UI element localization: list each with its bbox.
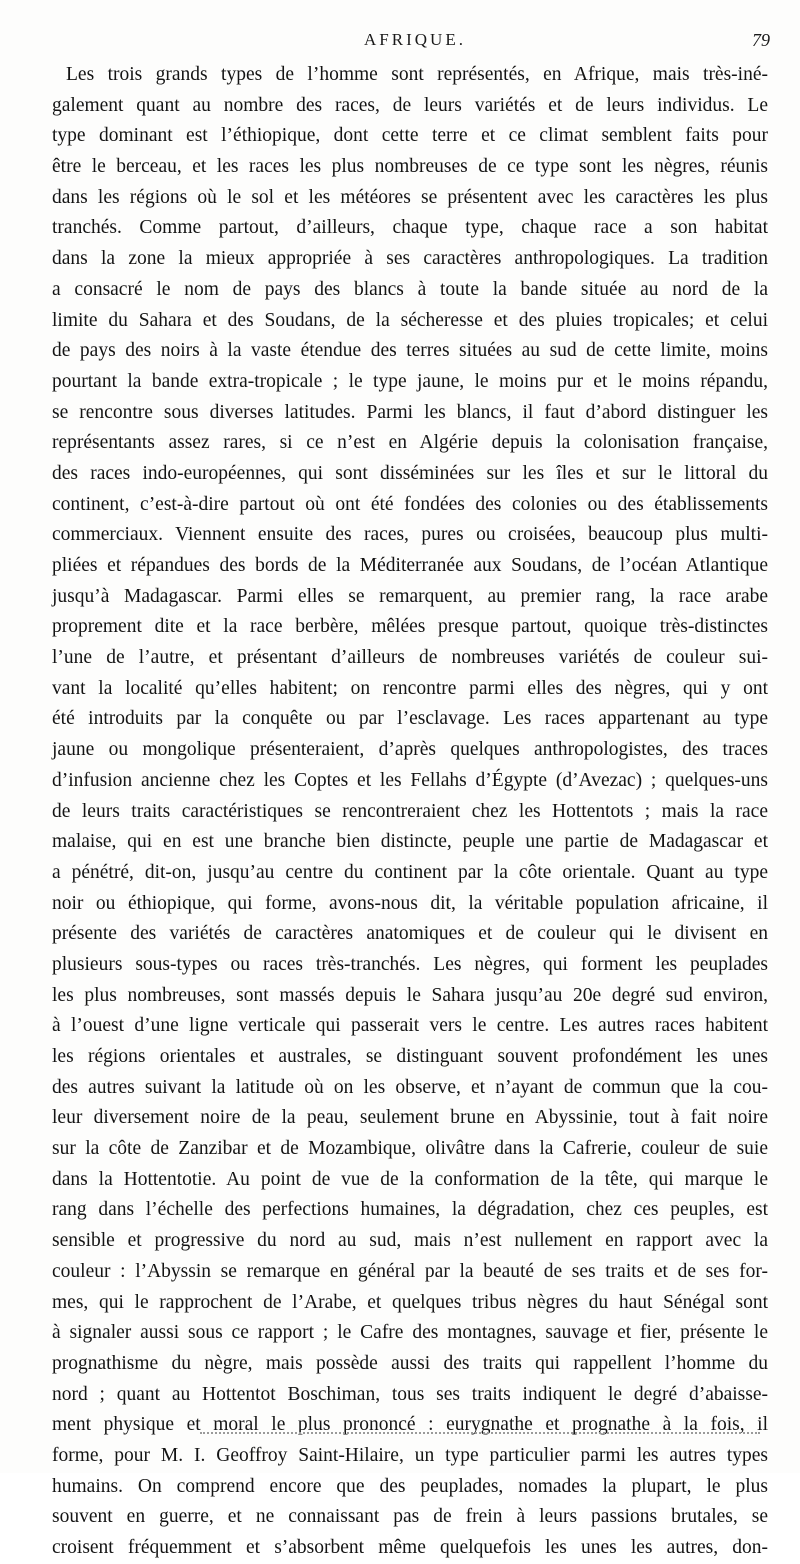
text-line: limite du Sahara et des Soudans, de la sécheresse et des pluies tropicales; et celui: [52, 309, 768, 331]
text-line: tranchés. Comme partout, d’ailleurs, chaque type, chaque race a son habitat: [52, 217, 768, 239]
text-line: galement quant au nombre des races, de leurs variétés et de leurs individus. Le: [52, 94, 768, 116]
text-line: Les trois grands types de l’homme sont représentés, en Afrique, mais très-iné-: [66, 64, 768, 85]
text-line: couleur : l’Abyssin se remarque en général par la beauté de ses traits et de ses for-: [52, 1260, 768, 1282]
text-line: sur la côte de Zanzibar et de Mozambique, olivâtre dans la Cafrerie, couleur de suie: [52, 1138, 768, 1160]
text-line: des autres suivant la latitude où on les observe, et n’ayant de commun que la cou-: [52, 1076, 768, 1098]
body-text: [52, 60, 768, 1564]
page-number: 79: [752, 30, 770, 50]
text-line: vant la localité qu’elles habitent; on rencontre parmi elles des nègres, qui y ont: [52, 677, 768, 699]
text-line: type dominant est l’éthiopique, dont cette terre et ce climat semblent faits pour: [52, 125, 768, 147]
text-line: forme, pour M. I. Geoffroy Saint-Hilaire, un type particulier parmi les autres types: [52, 1444, 768, 1466]
text-line: pourtant la bande extra-tropicale ; le type jaune, le moins pur et le moins répandu,: [52, 370, 768, 392]
text-line: pliées et répandues des bords de la Méditerranée aux Soudans, de l’océan Atlantique: [52, 555, 768, 576]
text-line: croisent fréquemment et s’absorbent même quelquefois les unes les autres, don-: [52, 1537, 768, 1558]
text-line: nord ; quant au Hottentot Boschiman, tous ses traits indiquent le degré d’abaisse-: [52, 1383, 768, 1405]
footer-rule: [200, 1432, 760, 1434]
text-line: à l’ouest d’une ligne verticale qui passerait vers le centre. Les autres races habitent: [52, 1015, 768, 1037]
text-line: rang dans l’échelle des perfections humaines, la dégradation, chez ces peuples, est: [52, 1199, 768, 1221]
text-line: ment physique et moral le plus prononcé : eurygnathe et prognathe à la fois, il: [52, 1414, 768, 1436]
text-line: mes, qui le rapprochent de l’Arabe, et quelques tribus nègres du haut Sénégal sont: [52, 1291, 768, 1313]
text-line: d’infusion ancienne chez les Coptes et les Fellahs d’Égypte (d’Avezac) ; quelques-uns: [52, 769, 768, 791]
text-line: jaune ou mongolique présenteraient, d’après quelques anthropologistes, des traces: [52, 739, 768, 761]
text-line: les régions orientales et australes, se distinguant souvent profondément les unes: [52, 1046, 768, 1067]
text-line: continent, c’est-à-dire partout où ont été fondées des colonies ou des établissements: [52, 493, 768, 515]
text-line: a consacré le nom de pays des blancs à toute la bande située au nord de la: [52, 278, 768, 300]
text-line: de pays des noirs à la vaste étendue des terres situées au sud de cette limite, moins: [52, 340, 768, 362]
text-line: souvent en guerre, et ne connaissant pas de frein à leurs passions brutales, se: [52, 1506, 768, 1528]
text-line: proprement dite et la race berbère, mêlées presque partout, quoique très-distinctes: [52, 616, 768, 638]
text-line: humains. On comprend encore que des peuplades, nomades la plupart, le plus: [52, 1475, 768, 1497]
text-line: commerciaux. Viennent ensuite des races, pures ou croisées, beaucoup plus multi-: [52, 524, 768, 546]
text-line: plusieurs sous-types ou races très-tranchés. Les nègres, qui forment les peuplades: [52, 953, 768, 975]
text-line: se rencontre sous diverses latitudes. Parmi les blancs, il faut d’abord distinguer les: [52, 401, 768, 423]
text-line: des races indo-européennes, qui sont disséminées sur les îles et sur le littoral du: [52, 462, 768, 484]
text-line: prognathisme du nègre, mais possède aussi des traits qui rappellent l’homme du: [52, 1352, 768, 1374]
text-line: être le berceau, et les races les plus nombreuses de ce type sont les nègres, réunis: [52, 156, 768, 178]
text-line: l’une de l’autre, et présentant d’ailleurs de nombreuses variétés de couleur sui-: [52, 647, 768, 669]
text-line: été introduits par la conquête ou par l’esclavage. Les races appartenant au type: [52, 708, 768, 730]
text-line: a pénétré, dit-on, jusqu’au centre du continent par la côte orientale. Quant au type: [52, 861, 768, 883]
text-line: dans la zone la mieux appropriée à ses caractères anthropologiques. La tradition: [52, 248, 768, 270]
running-title: AFRIQUE.: [364, 30, 466, 49]
text-line: sensible et progressive du nord au sud, mais n’est nullement en rapport avec la: [52, 1230, 768, 1252]
text-line: présente des variétés de caractères anatomiques et de couleur qui le divisent en: [52, 923, 768, 945]
text-line: représentants assez rares, si ce n’est en Algérie depuis la colonisation française,: [52, 432, 768, 454]
text-line: dans la Hottentotie. Au point de vue de la conformation de la tête, qui marque le: [52, 1168, 768, 1190]
text-line: noir ou éthiopique, qui forme, avons-nous dit, la véritable population africaine, il: [52, 892, 768, 914]
text-line: jusqu’à Madagascar. Parmi elles se remarquent, au premier rang, la race arabe: [52, 585, 768, 607]
text-line: de leurs traits caractéristiques se rencontreraient chez les Hottentots ; mais la race: [52, 800, 768, 822]
text-line: malaise, qui en est une branche bien distincte, peuple une partie de Madagascar et: [52, 831, 768, 853]
text-line: dans les régions où le sol et les météores se présentent avec les caractères les plus: [52, 186, 768, 208]
text-line: les plus nombreuses, sont massés depuis le Sahara jusqu’au 20e degré sud environ,: [52, 984, 768, 1006]
text-line: à signaler aussi sous ce rapport ; le Cafre des montagnes, sauvage et fier, présente le: [52, 1322, 768, 1344]
page-header: [60, 30, 770, 54]
text-line: leur diversement noire de la peau, seulement brune en Abyssinie, tout à fait noire: [52, 1107, 768, 1129]
